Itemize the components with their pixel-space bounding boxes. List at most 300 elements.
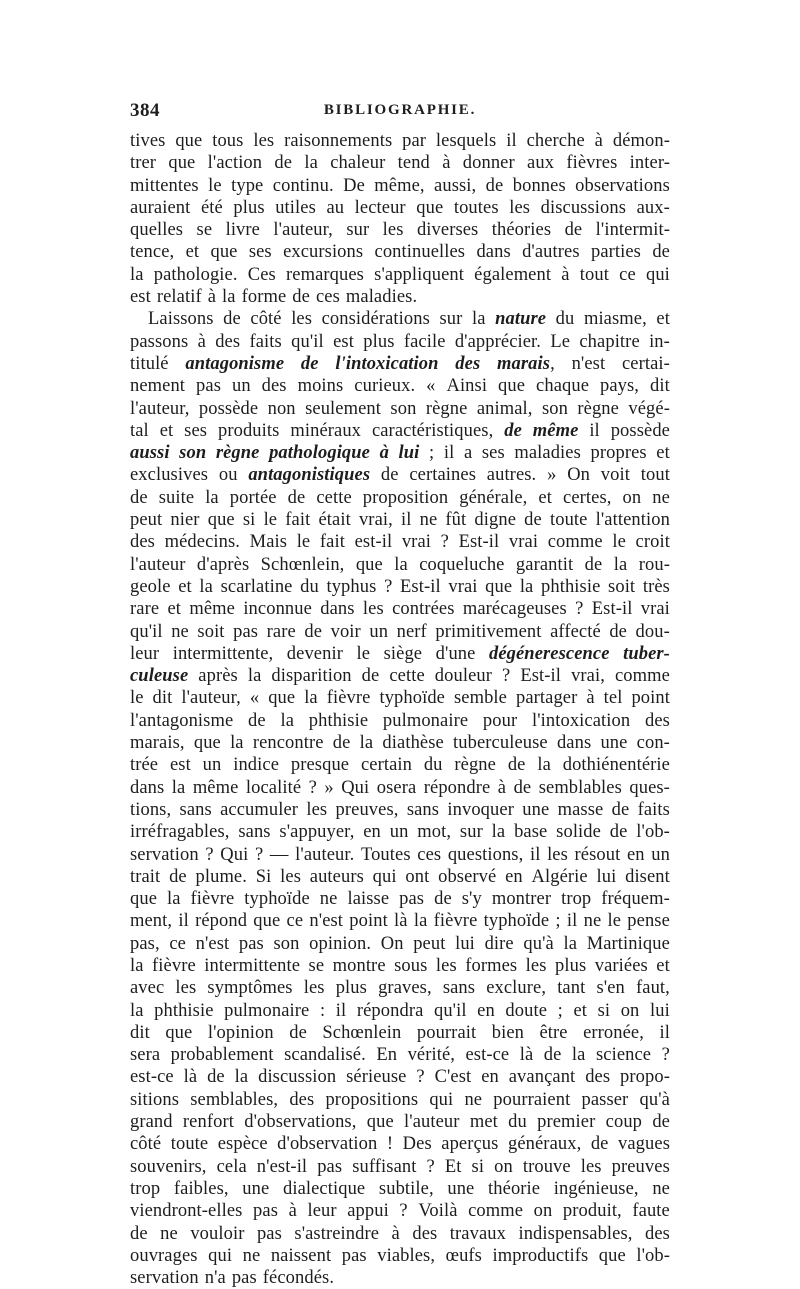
word: pour	[482, 710, 518, 731]
word: leur	[307, 1201, 337, 1222]
word: la	[613, 554, 628, 575]
word: faibles,	[173, 1178, 229, 1199]
word: passer	[581, 1089, 629, 1110]
word: passons	[130, 331, 189, 352]
word: dans	[130, 777, 165, 798]
word: tel	[603, 688, 623, 709]
word: des	[644, 1223, 670, 1244]
word: la	[247, 666, 262, 687]
word: pas	[196, 376, 221, 397]
word: plus	[555, 955, 587, 976]
text-line	[130, 844, 670, 866]
word: met	[469, 1112, 498, 1133]
word: faute	[632, 1201, 670, 1222]
word: les	[175, 978, 197, 999]
word: la	[234, 1067, 249, 1088]
word: Martinique	[586, 933, 670, 954]
word: subtile,	[378, 1178, 434, 1199]
word: »	[324, 777, 334, 798]
word: et	[167, 599, 182, 620]
word: affecté	[550, 621, 601, 642]
word: Ces	[247, 264, 276, 285]
text-line	[130, 621, 670, 643]
word: de	[543, 1045, 562, 1066]
text-line	[130, 442, 670, 464]
word: Schœnlein,	[260, 554, 345, 575]
word: irréfragables,	[130, 822, 230, 843]
word: suite	[158, 487, 195, 508]
word: en	[477, 1000, 495, 1021]
word: primitivement	[435, 621, 542, 642]
word: grand	[130, 1112, 173, 1133]
word: seulement	[305, 398, 381, 419]
word: ne	[652, 487, 670, 508]
word: souvenirs,	[130, 1156, 207, 1177]
text-line	[130, 175, 670, 197]
word: de	[361, 666, 380, 687]
word: produit,	[562, 1201, 622, 1222]
word: minéraux	[290, 420, 362, 441]
word: tout	[579, 264, 609, 285]
text-line	[130, 643, 670, 665]
word: la	[130, 264, 144, 285]
word: vrai	[448, 576, 478, 597]
word: comme	[547, 532, 603, 553]
word: ne	[242, 1245, 261, 1266]
word: de	[300, 353, 319, 374]
text-line	[130, 888, 670, 910]
word: ne	[464, 1089, 483, 1110]
word: nerf	[396, 621, 427, 642]
word: rou-	[638, 554, 670, 575]
word: travaux	[449, 1223, 506, 1244]
word: On	[567, 465, 591, 486]
word: tous	[212, 131, 244, 151]
text-line	[130, 353, 670, 375]
word: lui	[398, 443, 420, 464]
word: inconnue	[243, 599, 312, 620]
word: végé-	[628, 398, 670, 419]
word: proposition	[362, 487, 449, 508]
text-line	[130, 754, 670, 776]
word: de	[485, 175, 504, 196]
word: s'y	[461, 889, 482, 910]
word: est	[333, 331, 354, 352]
word: qui	[429, 1089, 454, 1110]
word: l'intoxication	[531, 710, 631, 731]
word: répond	[195, 911, 248, 932]
word: vérité,	[407, 1045, 456, 1066]
word: les	[525, 955, 547, 976]
word: pas	[231, 1268, 257, 1289]
word: maladies	[514, 443, 581, 464]
word: être	[539, 1022, 568, 1043]
word: les	[253, 131, 275, 151]
word: produits	[218, 420, 280, 441]
word: possède	[610, 420, 670, 441]
word: a	[463, 443, 473, 464]
word: pense	[627, 911, 670, 932]
word: on	[620, 1000, 640, 1021]
word: chaleur	[330, 153, 386, 174]
word: est	[169, 755, 191, 776]
word: ne	[160, 1223, 178, 1244]
word: antagonistiques	[248, 465, 371, 486]
word: doute	[505, 1000, 548, 1021]
word: pas	[253, 1201, 279, 1222]
text-line	[130, 1000, 670, 1022]
text-line	[130, 799, 670, 821]
word: typhoïde	[379, 688, 445, 709]
word: les	[509, 197, 531, 218]
word: montrer	[491, 889, 552, 910]
word: théorie	[488, 1178, 541, 1199]
word: son	[273, 933, 300, 954]
word: très	[642, 576, 670, 597]
word: dit	[650, 376, 670, 397]
word: voit	[600, 465, 630, 486]
word: cette	[316, 487, 352, 508]
word: Le	[550, 331, 571, 352]
word: :	[319, 1000, 326, 1021]
word: portée	[229, 487, 277, 508]
word: de	[292, 287, 310, 308]
word: la	[130, 955, 144, 976]
word: ?	[399, 1201, 408, 1222]
word: nier	[170, 510, 200, 531]
word: la	[222, 287, 236, 308]
word: chaque	[536, 376, 590, 397]
word: médecins.	[164, 532, 240, 553]
word: le	[263, 510, 278, 531]
word: rencontre	[252, 733, 324, 754]
word: de	[434, 889, 452, 910]
word: en	[481, 1067, 499, 1088]
word: et	[656, 955, 670, 976]
word: le	[208, 175, 222, 196]
word: raisonnements	[284, 131, 393, 151]
word: Voilà	[418, 1201, 458, 1222]
word: il	[335, 1000, 347, 1021]
word: fécondés.	[262, 1268, 335, 1289]
word: est-il	[354, 532, 393, 553]
word: était	[318, 510, 351, 531]
word: à	[594, 131, 603, 151]
word: que	[498, 376, 526, 397]
word: la	[563, 933, 578, 954]
word: aux	[527, 153, 555, 174]
word: que	[210, 242, 238, 263]
word: titulé	[130, 353, 169, 374]
word: une	[242, 1178, 270, 1199]
word: d'observation	[277, 1134, 378, 1155]
word: animal,	[476, 398, 533, 419]
word: possède	[198, 398, 259, 419]
word: plume.	[195, 866, 247, 887]
word: sera	[130, 1045, 161, 1066]
word: preuves	[611, 1156, 670, 1177]
word: En	[376, 1045, 398, 1066]
text-line	[130, 331, 670, 353]
word: qu'il	[130, 621, 163, 642]
word: d'autres	[522, 242, 580, 263]
word: observations	[575, 175, 670, 196]
word: pas	[233, 621, 259, 642]
word: appui	[347, 1201, 389, 1222]
word: que	[207, 510, 235, 531]
word: ;	[555, 911, 561, 932]
word: de	[248, 710, 266, 731]
word: également	[474, 264, 552, 285]
word: diverses	[416, 220, 479, 241]
word: autres.	[486, 465, 537, 486]
word: vrai,	[358, 510, 393, 531]
word: sans	[238, 822, 271, 843]
word: geole	[130, 576, 171, 597]
word: considérations	[321, 309, 430, 330]
text-line	[130, 710, 670, 732]
word: indice	[233, 755, 280, 776]
word: que	[598, 1245, 626, 1266]
word: dothiénentérie	[562, 755, 670, 776]
word: ces	[315, 287, 340, 308]
word: que	[168, 153, 196, 174]
word: espèce	[217, 1134, 268, 1155]
word: de	[652, 242, 670, 263]
word: laisse	[347, 889, 390, 910]
word: de	[652, 1112, 670, 1133]
word: soit	[608, 576, 636, 597]
text-line	[130, 687, 670, 709]
word: excursions	[283, 242, 364, 263]
text-line	[130, 197, 670, 219]
word: s'astreindre	[294, 1223, 380, 1244]
word: la	[304, 688, 318, 709]
word: variées	[594, 955, 648, 976]
word: typhoïde	[244, 889, 310, 910]
word: le	[296, 532, 311, 553]
word: une	[522, 799, 550, 820]
word: ?	[426, 1156, 435, 1177]
word: de	[380, 465, 399, 486]
word: !	[386, 1134, 394, 1155]
word: même	[532, 420, 579, 441]
word: typhus	[326, 576, 377, 597]
word: pays,	[599, 376, 640, 397]
word: cette	[389, 666, 425, 687]
word: nement	[130, 376, 186, 397]
word: vouloir	[190, 1223, 245, 1244]
word: de	[130, 487, 148, 508]
text-line	[130, 821, 670, 843]
word: est	[130, 287, 151, 308]
word: ne	[171, 621, 189, 642]
word: théories	[491, 220, 552, 241]
text-line	[130, 375, 670, 397]
text-line	[130, 1044, 670, 1066]
word: servation	[130, 1268, 199, 1289]
word: Schœnlein	[322, 1022, 402, 1043]
word: ont	[405, 866, 430, 887]
text-line	[130, 576, 670, 598]
running-head	[130, 100, 670, 124]
word: toutes	[453, 197, 499, 218]
text-line	[130, 598, 670, 620]
text-line	[130, 286, 670, 308]
word: les	[306, 799, 328, 820]
word: tout	[640, 465, 670, 486]
word: certaines	[409, 465, 476, 486]
word: pourraient	[493, 1089, 571, 1110]
word: ?	[661, 1045, 670, 1066]
word: semblables,	[190, 1089, 279, 1110]
word: tant	[557, 978, 586, 999]
word: du	[300, 576, 319, 597]
word: preuves,	[335, 799, 399, 820]
word: de	[524, 510, 542, 531]
word: de	[609, 621, 627, 642]
word: base	[514, 822, 548, 843]
word: discussions	[540, 197, 627, 218]
word: ne	[319, 889, 338, 910]
word: l'intoxication	[335, 353, 439, 374]
word: partager	[515, 688, 578, 709]
word: ?	[416, 1067, 425, 1088]
word: tend	[397, 153, 430, 174]
word: est-ce	[130, 1067, 174, 1088]
word: mot,	[417, 822, 452, 843]
word: que	[416, 197, 444, 218]
word: été	[200, 197, 223, 218]
body-text	[130, 130, 670, 1289]
word: de	[504, 420, 522, 441]
word: toute	[170, 1134, 209, 1155]
word: s'appuyer,	[279, 822, 355, 843]
text-line	[130, 531, 670, 553]
word: tuber-	[623, 643, 670, 664]
text-line	[130, 1200, 670, 1222]
word: lui	[455, 933, 475, 954]
word: Qui	[341, 777, 370, 798]
word: Laissons	[148, 309, 214, 330]
word: les	[280, 866, 301, 887]
word: démon-	[612, 131, 670, 151]
word: trop	[130, 1178, 161, 1199]
word: siège	[383, 643, 423, 664]
word: contrées	[392, 599, 455, 620]
text-line	[130, 1223, 670, 1245]
word: l'antagonisme	[130, 710, 234, 731]
word: marais,	[130, 733, 185, 754]
text-line	[130, 1022, 670, 1044]
word: en	[626, 844, 645, 865]
word: l'attention	[595, 510, 670, 531]
word: certai-	[621, 353, 670, 374]
word: ;	[429, 443, 435, 464]
word: l'intermit-	[595, 220, 670, 241]
word: curieux.	[354, 376, 416, 397]
word: observé	[438, 866, 497, 887]
word: l'ob-	[636, 822, 670, 843]
word: si	[242, 510, 256, 531]
word: lecteur	[354, 197, 406, 218]
word: à	[391, 1223, 400, 1244]
word: Des	[402, 1134, 432, 1155]
word: ses	[184, 420, 208, 441]
text-line	[130, 152, 670, 174]
word: sur	[459, 822, 483, 843]
word: ce	[169, 933, 186, 954]
word: les	[291, 309, 313, 330]
word: les	[362, 599, 384, 620]
word: dégénerescence	[488, 643, 610, 664]
word: ses	[248, 242, 272, 263]
word: de	[609, 822, 628, 843]
word: de	[590, 1134, 609, 1155]
word: son	[541, 398, 568, 419]
word: une	[447, 1178, 475, 1199]
word: disparition	[271, 666, 352, 687]
word: générale,	[459, 487, 528, 508]
word: la	[130, 1000, 144, 1021]
word: graves,	[378, 978, 432, 999]
word: il	[566, 911, 578, 932]
word: On	[380, 933, 404, 954]
word: disent	[625, 866, 670, 887]
word: relatif	[156, 287, 202, 308]
word: lui	[596, 866, 617, 887]
word: les	[382, 220, 404, 241]
word: faut,	[636, 978, 670, 999]
word: Qui	[220, 844, 249, 865]
word: des	[289, 1089, 315, 1110]
word: les	[580, 1156, 602, 1177]
word: même	[189, 599, 235, 620]
word: de	[507, 755, 526, 776]
word: semblables	[538, 777, 622, 798]
text-line	[130, 1178, 670, 1200]
word: il	[506, 131, 517, 151]
word: sans	[442, 978, 476, 999]
word: quelles	[130, 220, 184, 241]
word: probablement	[170, 1045, 274, 1066]
text-line	[130, 1267, 670, 1289]
word: scarlatine	[220, 576, 293, 597]
word: in-	[649, 331, 670, 352]
word: mittentes	[130, 175, 199, 196]
word: sur	[439, 309, 463, 330]
word: vrai,	[571, 666, 605, 687]
word: en	[505, 866, 523, 887]
word: ne	[652, 1178, 670, 1199]
word: un	[369, 621, 389, 642]
word: de	[207, 1067, 225, 1088]
word: Est-il	[520, 666, 562, 687]
word: lesquels	[435, 131, 497, 151]
word: des	[215, 331, 241, 352]
word: la	[205, 487, 219, 508]
word: qu'à	[639, 1089, 670, 1110]
word: pulmonaire	[224, 1000, 310, 1021]
word: l'auteur	[130, 554, 186, 575]
word: la	[280, 710, 295, 731]
word: la	[171, 777, 186, 798]
word: sans	[179, 799, 212, 820]
word: qu'il	[433, 1000, 467, 1021]
word: donner	[462, 153, 515, 174]
word: peut	[413, 933, 446, 954]
text-line	[130, 241, 670, 263]
